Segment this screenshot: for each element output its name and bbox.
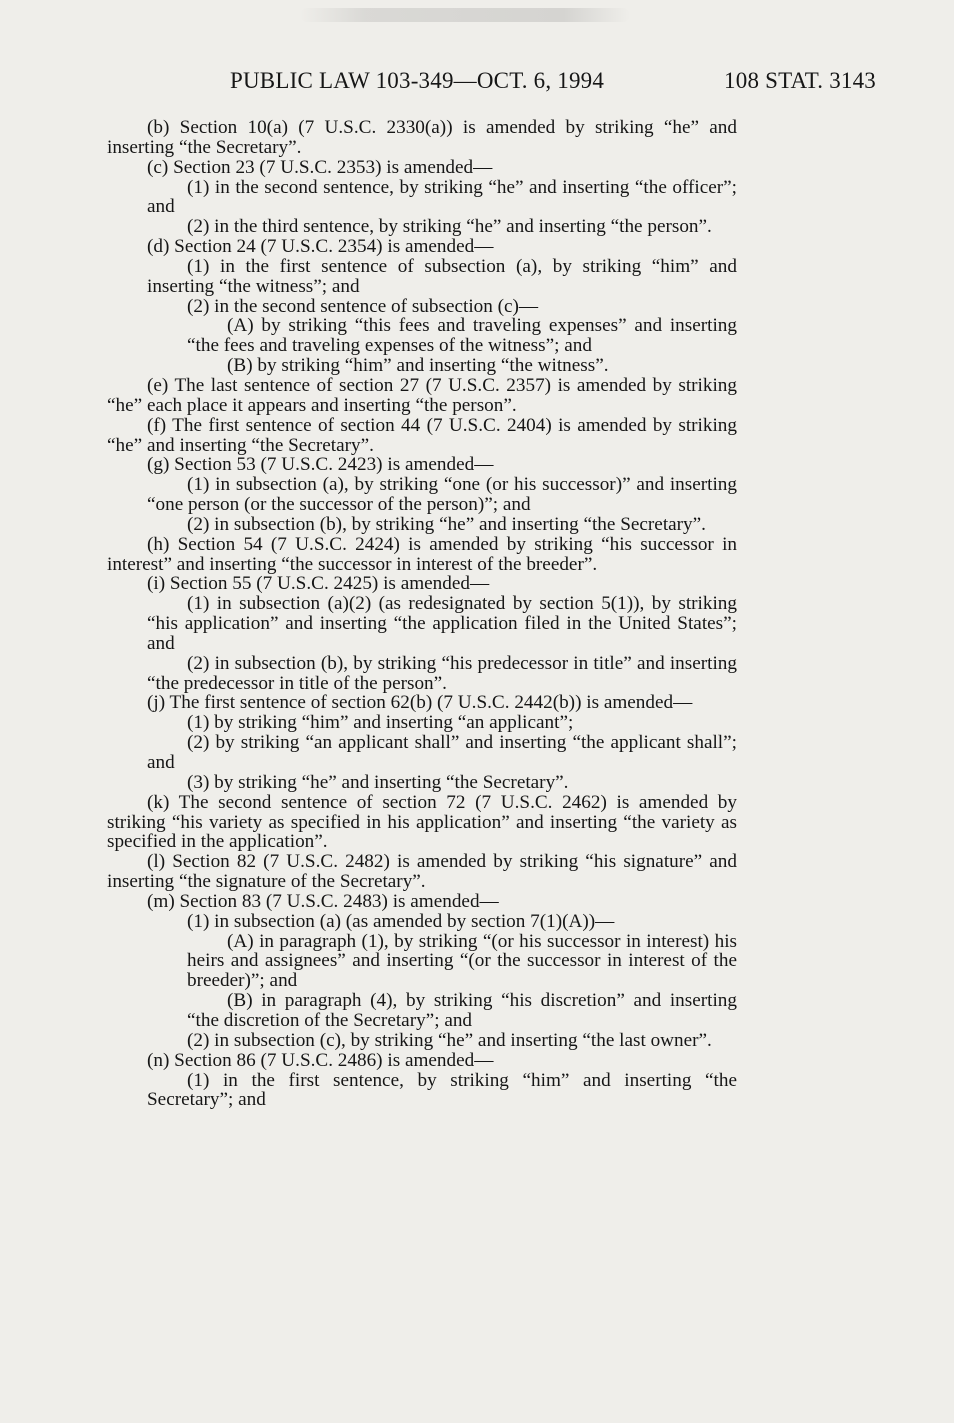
statute-paragraph: (3) by striking “he” and inserting “the Secretary”. (187, 771, 569, 793)
statute-paragraph: (f) The first sentence of section 44 (7 U.S.C. 2404) is amended by striking “he” and inserting “the Secretary”. (107, 414, 737, 456)
statute-paragraph: (d) Section 24 (7 U.S.C. 2354) is amended— (147, 236, 494, 258)
statute-paragraph: (1) in the second sentence, by striking “he” and inserting “the officer”; and (147, 176, 737, 218)
statute-paragraph: (k) The second sentence of section 72 (7 U.S.C. 2462) is amended by striking “his variety as specified in his application” and inserting “the variety as specified in the application”. (107, 791, 737, 853)
statute-body (107, 118, 737, 1110)
statute-paragraph: (B) by striking “him” and inserting “the witness”. (227, 355, 609, 377)
statute-paragraph: (1) by striking “him” and inserting “an applicant”; (187, 712, 574, 734)
statute-paragraph: (2) in the second sentence of subsection (c)— (187, 295, 539, 317)
statute-paragraph: (2) by striking “an applicant shall” and inserting “the applicant shall”; and (147, 732, 737, 773)
statute-paragraph: (1) in the first sentence, by striking “him” and inserting “the Secretary”; and (147, 1069, 737, 1111)
statute-paragraph: (n) Section 86 (7 U.S.C. 2486) is amended— (147, 1049, 494, 1071)
statute-paragraph: (1) in subsection (a), by striking “one (or his successor)” and inserting “one person (or the successor of the person)”; and (147, 474, 737, 516)
statute-paragraph: (b) Section 10(a) (7 U.S.C. 2330(a)) is amended by striking “he” and inserting “the Secretary”. (107, 117, 737, 158)
statute-paragraph: (i) Section 55 (7 U.S.C. 2425) is amended— (147, 573, 490, 595)
statute-paragraph: (h) Section 54 (7 U.S.C. 2424) is amended by striking “his successor in interest” and inserting “the successor in interest of the breeder”. (107, 533, 737, 575)
statute-paragraph: (B) in paragraph (4), by striking “his discretion” and inserting “the discretion of the Secretary”; and (187, 990, 737, 1031)
statute-paragraph: (e) The last sentence of section 27 (7 U.S.C. 2357) is amended by striking “he” each place it appears and inserting “the person”. (107, 374, 737, 416)
statute-paragraph: (2) in subsection (b), by striking “he” and inserting “the Secretary”. (187, 513, 706, 535)
statute-paragraph: (g) Section 53 (7 U.S.C. 2423) is amended— (147, 454, 494, 476)
statute-paragraph: (1) in subsection (a)(2) (as redesignated by section 5(1)), by striking “his application” and inserting “the application filed in the United States”; and (147, 593, 737, 654)
statute-paragraph: (m) Section 83 (7 U.S.C. 2483) is amended— (147, 890, 499, 912)
statute-paragraph: (l) Section 82 (7 U.S.C. 2482) is amended by striking “his signature” and inserting “the signature of the Secretary”. (107, 851, 737, 893)
statute-paragraph: (c) Section 23 (7 U.S.C. 2353) is amended— (147, 156, 493, 178)
statute-paragraph: (A) by striking “this fees and traveling expenses” and inserting “the fees and traveling expenses of the witness”; and (187, 315, 737, 357)
statute-paragraph: (1) in the first sentence of subsection (a), by striking “him” and inserting “the witness”; and (147, 255, 737, 297)
statute-paragraph: (A) in paragraph (1), by striking “(or his successor in interest) his heirs and assignees” and inserting “(or the successor in interest of the breeder)”; and (187, 930, 737, 992)
statute-paragraph: (2) in subsection (b), by striking “his predecessor in title” and inserting “the predecessor in title of the person”. (147, 652, 737, 694)
running-header (230, 68, 876, 102)
statute-paragraph: (2) in the third sentence, by striking “he” and inserting “the person”. (187, 216, 712, 238)
statute-paragraph: (1) in subsection (a) (as amended by section 7(1)(A))— (187, 910, 615, 932)
statute-paragraph: (2) in subsection (c), by striking “he” and inserting “the last owner”. (187, 1029, 712, 1051)
header-stat-page: 108 STAT. 3143 (724, 68, 876, 93)
statute-paragraph: (j) The first sentence of section 62(b) (7 U.S.C. 2442(b)) is amended— (147, 692, 693, 714)
header-law-title: PUBLIC LAW 103-349—OCT. 6, 1994 (230, 68, 605, 93)
bleed-through-mark (300, 8, 630, 22)
